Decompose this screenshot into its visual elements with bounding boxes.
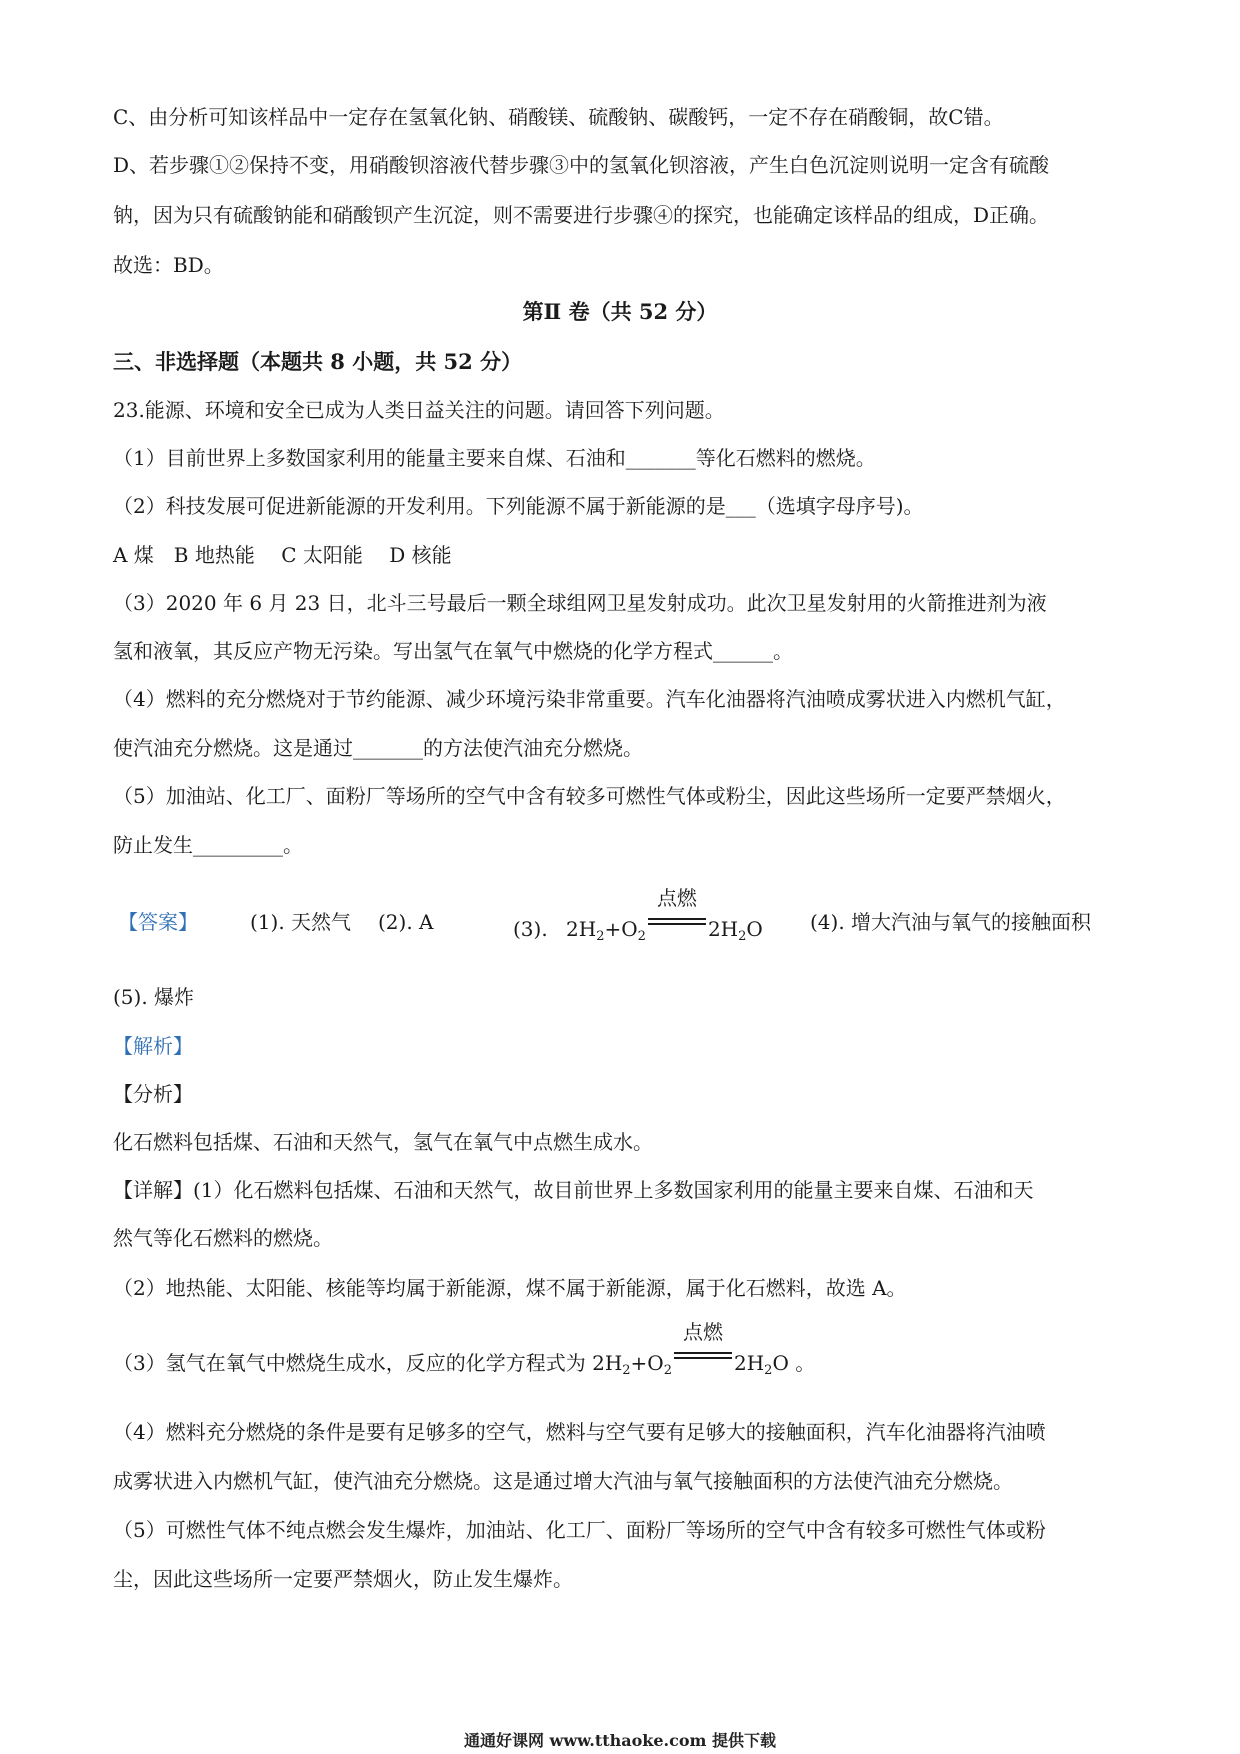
eq2-right-end: O xyxy=(772,1351,789,1375)
q23-sub2: （2）科技发展可促进新能源的开发利用。下列能源不属于新能源的是___（选填字母序号)。 xyxy=(113,494,924,518)
eq-sub-c: 2 xyxy=(738,929,747,944)
detail-sub5-line1: （5）可燃性气体不纯点燃会发生爆炸，加油站、化工厂、面粉厂等场所的空气中含有较多可燃性气体或粉 xyxy=(113,1518,1046,1542)
eq-sub-a: 2 xyxy=(596,929,605,944)
detail-sub5-line2: 尘，因此这些场所一定要严禁烟火，防止发生爆炸。 xyxy=(113,1567,573,1591)
section-title: 第Ⅱ 卷（共 52 分） xyxy=(522,299,718,324)
eq2-sub-c: 2 xyxy=(764,1363,773,1378)
detail-sub3 xyxy=(113,1320,816,1385)
eq-right: 2H xyxy=(707,917,739,941)
eq2-plus: +O xyxy=(630,1351,664,1375)
eq2-sub-a: 2 xyxy=(622,1363,631,1378)
answer-1: (1). 天然气 xyxy=(250,910,352,934)
answer-3-equation xyxy=(566,886,763,951)
eq-left: 2H xyxy=(566,917,597,941)
detail-sub2: （2）地热能、太阳能、核能等均属于新能源，煤不属于新能源，属于化石燃料，故选 A。 xyxy=(113,1276,907,1300)
q23-sub5-line1: （5）加油站、化工厂、面粉厂等场所的空气中含有较多可燃性气体或粉尘，因此这些场所一定要严禁烟火， xyxy=(113,784,1066,808)
answer-tag: 【答案】 xyxy=(118,910,198,934)
eq-sub-b: 2 xyxy=(637,929,646,944)
detail-line2: 然气等化石燃料的燃烧。 xyxy=(113,1226,333,1250)
detail-sub4-line1: （4）燃料充分燃烧的条件是要有足够多的空气，燃料与空气要有足够大的接触面积，汽车化油器将汽油喷 xyxy=(113,1420,1046,1444)
answer-3 xyxy=(513,886,763,951)
answer-3-label: (3). xyxy=(513,917,548,941)
answer-2: (2). A xyxy=(378,910,434,934)
eq2-right: 2H xyxy=(733,1351,765,1375)
q23-sub5-line2: 防止发生_________。 xyxy=(113,833,303,857)
eq-plus: +O xyxy=(604,917,638,941)
q23-sub4-line2: 使汽油充分燃烧。这是通过_______的方法使汽油充分燃烧。 xyxy=(113,736,643,760)
detail-sub3-end: 。 xyxy=(795,1351,816,1375)
reaction-condition-arrow-2 xyxy=(674,1320,732,1370)
reaction-condition-2: 点燃 xyxy=(682,1320,723,1344)
prev-option-c: C、由分析可知该样品中一定存在氢氧化钠、硝酸镁、硫酸钠、碳酸钙，一定不存在硝酸铜，故C错。 xyxy=(113,105,1004,129)
reaction-condition-arrow xyxy=(648,886,706,936)
detail-sub3-text: （3）氢气在氧气中燃烧生成水，反应的化学方程式为 xyxy=(113,1351,586,1375)
part-title: 三、非选择题（本题共 8 小题，共 52 分） xyxy=(113,349,523,374)
q23-sub3-line1: （3）2020 年 6 月 23 日，北斗三号最后一颗全球组网卫星发射成功。此次卫星发射用的火箭推进剂为液 xyxy=(113,591,1047,615)
analysis-tag: 【解析】 xyxy=(113,1034,193,1058)
q23-options: A 煤 B 地热能 C 太阳能 D 核能 xyxy=(113,543,452,567)
prev-option-d-line2: 钠，因为只有硫酸钠能和硝酸钡产生沉淀，则不需要进行步骤④的探究，也能确定该样品的组成，D正确。 xyxy=(113,203,1050,227)
q23-stem: 23.能源、环境和安全已成为人类日益关注的问题。请回答下列问题。 xyxy=(113,398,725,422)
fenxi-tag: 【分析】 xyxy=(113,1082,193,1106)
detail-sub4-line2: 成雾状进入内燃机气缸，使汽油充分燃烧。这是通过增大汽油与氧气接触面积的方法使汽油充分燃烧。 xyxy=(113,1469,1013,1493)
q23-sub3-line2: 氢和液氧，其反应产物无污染。写出氢气在氧气中燃烧的化学方程式______。 xyxy=(113,639,793,663)
q23-sub4-line1: （4）燃料的充分燃烧对于节约能源、减少环境污染非常重要。汽车化油器将汽油喷成雾状进入内燃机气缸， xyxy=(113,687,1066,711)
fenxi-text: 化石燃料包括煤、石油和天然气，氢气在氧气中点燃生成水。 xyxy=(113,1130,653,1154)
prev-option-d-line1: D、若步骤①②保持不变，用硝酸钡溶液代替步骤③中的氢氧化钡溶液，产生白色沉淀则说明一定含有硫酸 xyxy=(113,153,1050,177)
answer-5: (5). 爆炸 xyxy=(113,985,195,1009)
eq2-sub-b: 2 xyxy=(663,1363,672,1378)
page-footer: 通通好课网 www.tthaoke.com 提供下载 xyxy=(463,1731,777,1750)
eq-right-end: O xyxy=(746,917,763,941)
detail-line1: 【详解】(1）化石燃料包括煤、石油和天然气，故目前世界上多数国家利用的能量主要来自煤、石油和天 xyxy=(113,1178,1034,1202)
prev-final-choice: 故选：BD。 xyxy=(113,253,224,277)
q23-sub1: （1）目前世界上多数国家利用的能量主要来自煤、石油和_______等化石燃料的燃烧。 xyxy=(113,446,876,470)
detail-sub3-equation xyxy=(592,1320,789,1385)
reaction-condition: 点燃 xyxy=(656,886,697,910)
eq2-left: 2H xyxy=(592,1351,623,1375)
answer-4: (4). 增大汽油与氧气的接触面积 xyxy=(810,910,1092,934)
